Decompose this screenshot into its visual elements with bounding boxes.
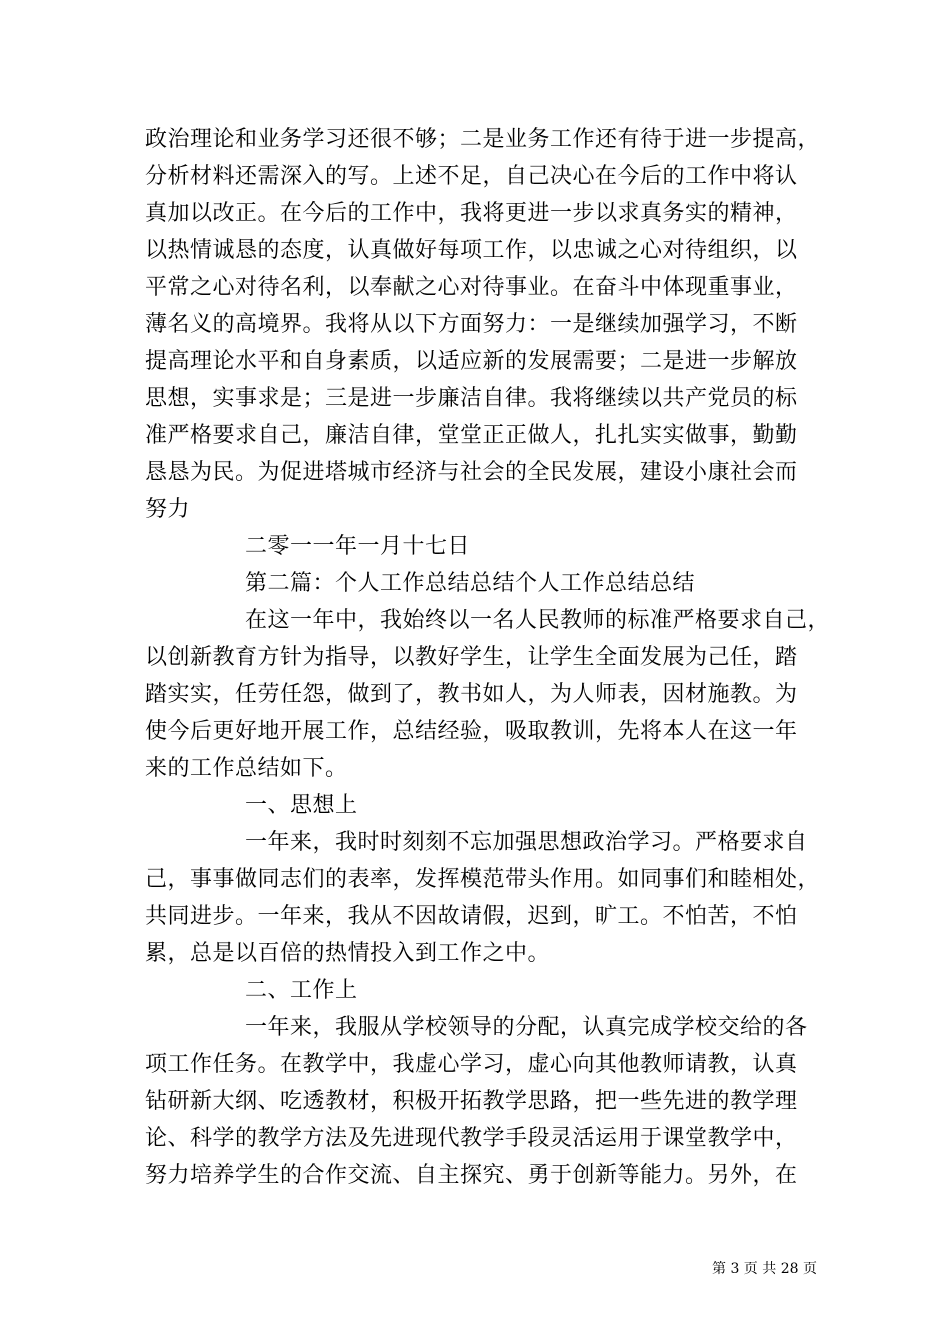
- text-line: 思想，实事求是；三是进一步廉洁自律。我将继续以共产党员的标: [145, 386, 798, 411]
- page-number: 第 3 页 共 28 页: [712, 1261, 817, 1277]
- text-line: 在这一年中，我始终以一名人民教师的标准严格要求自己，: [245, 608, 831, 633]
- text-line: 努力: [145, 497, 191, 522]
- text-line: 努力培养学生的合作交流、自主探究、勇于创新等能力。另外，在: [145, 1163, 798, 1188]
- subsection-heading: 二、工作上: [245, 978, 358, 1003]
- subsection-heading: 一、思想上: [245, 793, 358, 818]
- text-line: 使今后更好地开展工作，总结经验，吸取教训，先将本人在这一年: [145, 719, 798, 744]
- text-line: 一年来，我时时刻刻不忘加强思想政治学习。严格要求自: [245, 830, 808, 855]
- text-line: 恳恳为民。为促进塔城市经济与社会的全民发展，建设小康社会而: [145, 460, 798, 485]
- text-line: 分析材料还需深入的写。上述不足，自己决心在今后的工作中将认: [145, 164, 798, 189]
- text-line: 来的工作总结如下。: [145, 756, 348, 781]
- text-line: 平常之心对待名利，以奉献之心对待事业。在奋斗中体现重事业，: [145, 275, 798, 300]
- text-line: 以热情诚恳的态度，认真做好每项工作，以忠诚之心对待组织，以: [145, 238, 798, 263]
- text-line: 一年来，我服从学校领导的分配，认真完成学校交给的各: [245, 1015, 808, 1040]
- text-line: 论、科学的教学方法及先进现代教学手段灵活运用于课堂教学中，: [145, 1126, 798, 1151]
- text-line: 钻研新大纲、吃透教材，积极开拓教学思路，把一些先进的教学理: [145, 1089, 798, 1114]
- text-line: 政治理论和业务学习还很不够；二是业务工作还有待于进一步提高，: [145, 127, 821, 152]
- text-line: 真加以改正。在今后的工作中，我将更进一步以求真务实的精神，: [145, 201, 798, 226]
- text-line: 准严格要求自己，廉洁自律，堂堂正正做人，扎扎实实做事，勤勤: [145, 423, 798, 448]
- section-heading: 第二篇：个人工作总结总结个人工作总结总结: [245, 571, 696, 596]
- text-line: 薄名义的高境界。我将从以下方面努力：一是继续加强学习，不断: [145, 312, 798, 337]
- text-line: 累，总是以百倍的热情投入到工作之中。: [145, 941, 551, 966]
- date-line: 二零一一年一月十七日: [245, 534, 471, 559]
- text-line: 项工作任务。在教学中，我虚心学习，虚心向其他教师请教，认真: [145, 1052, 798, 1077]
- text-line: 共同进步。一年来，我从不因故请假，迟到，旷工。不怕苦，不怕: [145, 904, 798, 929]
- text-line: 踏实实，任劳任怨，做到了，教书如人，为人师表，因材施教。为: [145, 682, 798, 707]
- text-line: 己，事事做同志们的表率，发挥模范带头作用。如同事们和睦相处，: [145, 867, 821, 892]
- text-line: 以创新教育方针为指导，以教好学生，让学生全面发展为己任，踏: [145, 645, 798, 670]
- text-line: 提高理论水平和自身素质，以适应新的发展需要；二是进一步解放: [145, 349, 798, 374]
